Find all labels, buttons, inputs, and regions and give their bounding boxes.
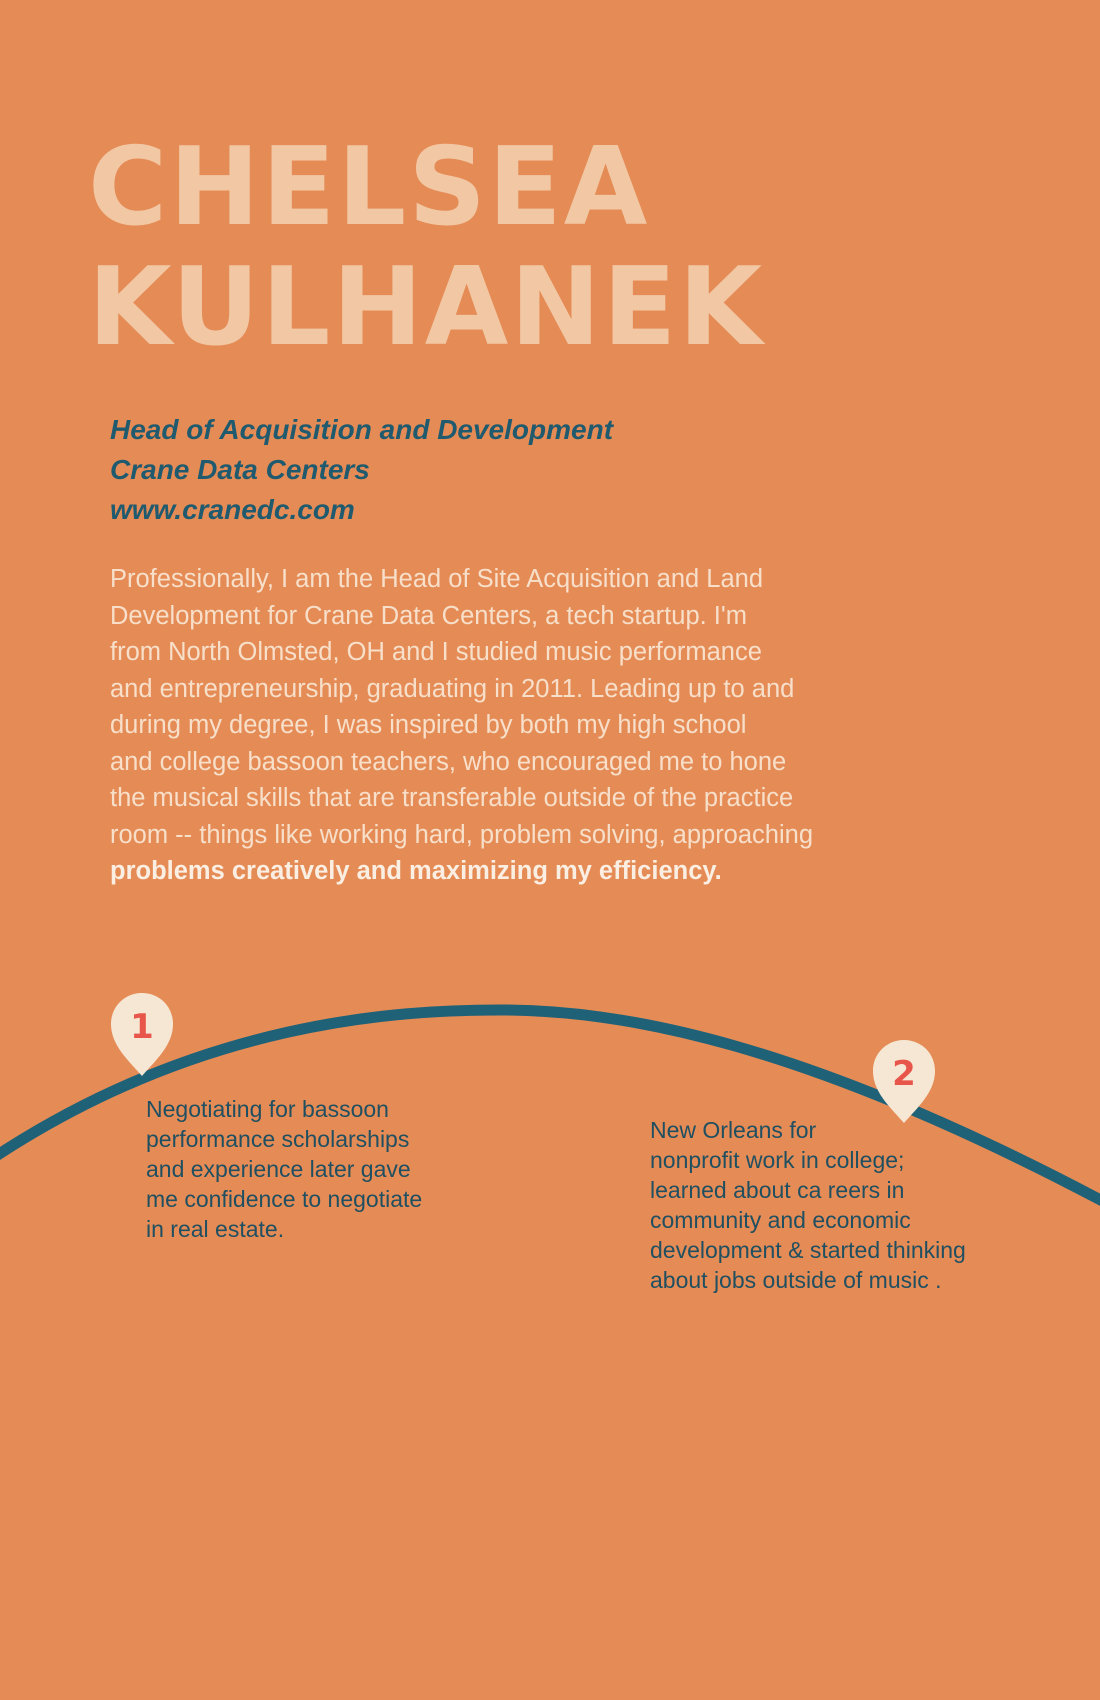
caption-line: community and economic	[650, 1207, 911, 1233]
caption-line: performance scholarships	[146, 1126, 410, 1152]
bio-line: Development for Crane Data Centers, a tech startup. I'm	[110, 601, 747, 630]
marker-number: 2	[892, 1054, 916, 1094]
bio-line: from North Olmsted, OH and I studied music performance	[110, 638, 762, 666]
caption-line: Negotiating for bassoon	[146, 1096, 389, 1122]
caption-line: New Orleans for	[650, 1117, 817, 1143]
company-name: Crane Data Centers	[110, 454, 370, 485]
bio-line: and college bassoon teachers, who encouraged me to hone	[110, 747, 787, 776]
bio-line-emphasis: problems creatively and maximizing my efficiency.	[110, 857, 722, 885]
role-block	[110, 410, 613, 530]
job-title: Head of Acquisition and Development	[110, 414, 614, 445]
bio-line: and entrepreneurship, graduating in 2011. Leading up to and	[110, 674, 795, 703]
website-link[interactable]: www.cranedc.com	[110, 494, 355, 525]
profile-name	[88, 125, 765, 370]
bio-line: during my degree, I was inspired by both my high school	[110, 711, 747, 739]
caption-line: about jobs outside of music .	[650, 1267, 942, 1293]
caption-line: learned about ca reers in	[650, 1177, 905, 1203]
caption-line: and experience later gave	[146, 1156, 411, 1182]
bio-line: Professionally, I am the Head of Site Acquisition and Land	[110, 565, 764, 593]
bio-line: the musical skills that are transferable outside of the practice	[110, 784, 794, 812]
name-line-first: CHELSEA	[88, 125, 650, 250]
caption-line: nonprofit work in college;	[650, 1147, 905, 1173]
marker-number: 1	[130, 1007, 154, 1047]
timeline-caption-2	[650, 1115, 966, 1295]
bio-paragraph	[110, 561, 940, 890]
timeline-caption-1	[146, 1094, 422, 1244]
caption-line: me confidence to negotiate	[146, 1186, 423, 1212]
name-line-last: KULHANEK	[88, 245, 765, 370]
timeline-marker-1[interactable]	[111, 993, 173, 1076]
caption-line: development & started thinking	[650, 1237, 966, 1263]
bio-line: room -- things like working hard, problem solving, approaching	[110, 820, 814, 849]
caption-line: in real estate.	[146, 1216, 285, 1242]
